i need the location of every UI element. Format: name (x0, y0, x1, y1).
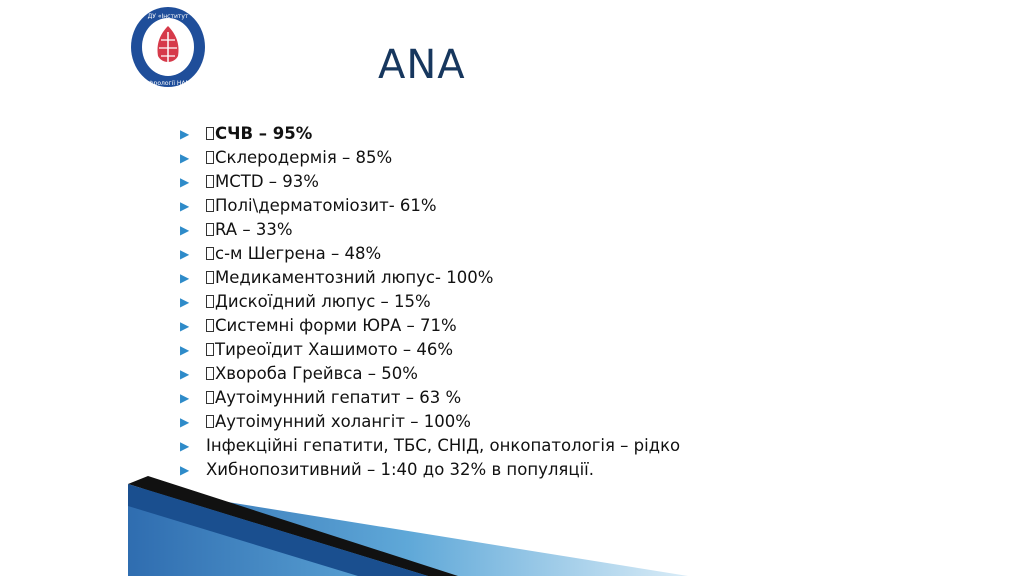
bullet-arrow-icon: ▶ (180, 247, 190, 261)
list-item-text: RA – 33% (215, 220, 293, 239)
svg-text:ДУ «Інститут: ДУ «Інститут (147, 13, 189, 20)
list-item-text: MCTD – 93% (215, 172, 319, 191)
list-item-text: Системні форми ЮРА – 71% (215, 316, 457, 335)
list-item-text: Тиреоїдит Хашимото – 46% (215, 340, 453, 359)
list-item-text: СЧВ – 95% (215, 124, 313, 143)
checkbox-glyph-icon (206, 319, 214, 332)
bullet-arrow-icon: ▶ (180, 439, 190, 453)
checkbox-glyph-icon (206, 175, 214, 188)
svg-text:нефрології НАМН: нефрології НАМН (140, 80, 196, 87)
checkbox-glyph-icon (206, 271, 214, 284)
slide-title: ANA (378, 42, 466, 88)
list-item (180, 410, 680, 434)
bullet-arrow-icon: ▶ (180, 199, 190, 213)
checkbox-glyph-icon (206, 247, 214, 260)
list-item (180, 122, 680, 146)
bullet-arrow-icon: ▶ (180, 463, 190, 477)
checkbox-glyph-icon (206, 367, 214, 380)
checkbox-glyph-icon (206, 343, 214, 356)
bullet-arrow-icon: ▶ (180, 391, 190, 405)
bullet-arrow-icon: ▶ (180, 271, 190, 285)
bullet-arrow-icon: ▶ (180, 175, 190, 189)
slide (128, 0, 896, 576)
bullet-arrow-icon: ▶ (180, 319, 190, 333)
list-item-text: Інфекційні гепатити, ТБС, СНІД, онкопатологія – рідко (206, 436, 681, 455)
list-item-text: Аутоімунний холангіт – 100% (215, 412, 471, 431)
checkbox-glyph-icon (206, 127, 214, 140)
checkbox-glyph-icon (206, 223, 214, 236)
bullet-arrow-icon: ▶ (180, 343, 190, 357)
list-item (180, 194, 680, 218)
list-item-text: Хвороба Грейвса – 50% (215, 364, 418, 383)
list-item (180, 146, 680, 170)
list-item (180, 170, 680, 194)
bullet-arrow-icon: ▶ (180, 367, 190, 381)
list-item (180, 218, 680, 242)
checkbox-glyph-icon (206, 199, 214, 212)
bullet-arrow-icon: ▶ (180, 127, 190, 141)
bullet-arrow-icon: ▶ (180, 415, 190, 429)
institute-logo (128, 4, 208, 90)
list-item (180, 314, 680, 338)
list-item-text: Медикаментозний люпус- 100% (215, 268, 494, 287)
list-item-text: с-м Шегрена – 48% (215, 244, 382, 263)
list-item-text: Склеродермія – 85% (215, 148, 393, 167)
list-item-text: Полі\дерматоміозит- 61% (215, 196, 437, 215)
list-item (180, 290, 680, 314)
checkbox-glyph-icon (206, 151, 214, 164)
decorative-swoosh (128, 476, 896, 576)
checkbox-glyph-icon (206, 391, 214, 404)
list-item-text: Аутоімунний гепатит – 63 % (215, 388, 462, 407)
list-item-text: Хибнопозитивний – 1:40 до 32% в популяції. (206, 460, 594, 479)
bullet-arrow-icon: ▶ (180, 223, 190, 237)
list-item-text: Дискоїдний люпус – 15% (215, 292, 431, 311)
list-item (180, 362, 680, 386)
checkbox-glyph-icon (206, 295, 214, 308)
bullet-arrow-icon: ▶ (180, 151, 190, 165)
bullet-arrow-icon: ▶ (180, 295, 190, 309)
list-item (180, 266, 680, 290)
list-item (180, 434, 680, 458)
list-item (180, 242, 680, 266)
list-item (180, 386, 680, 410)
list-item (180, 338, 680, 362)
bullet-list (180, 122, 680, 482)
checkbox-glyph-icon (206, 415, 214, 428)
